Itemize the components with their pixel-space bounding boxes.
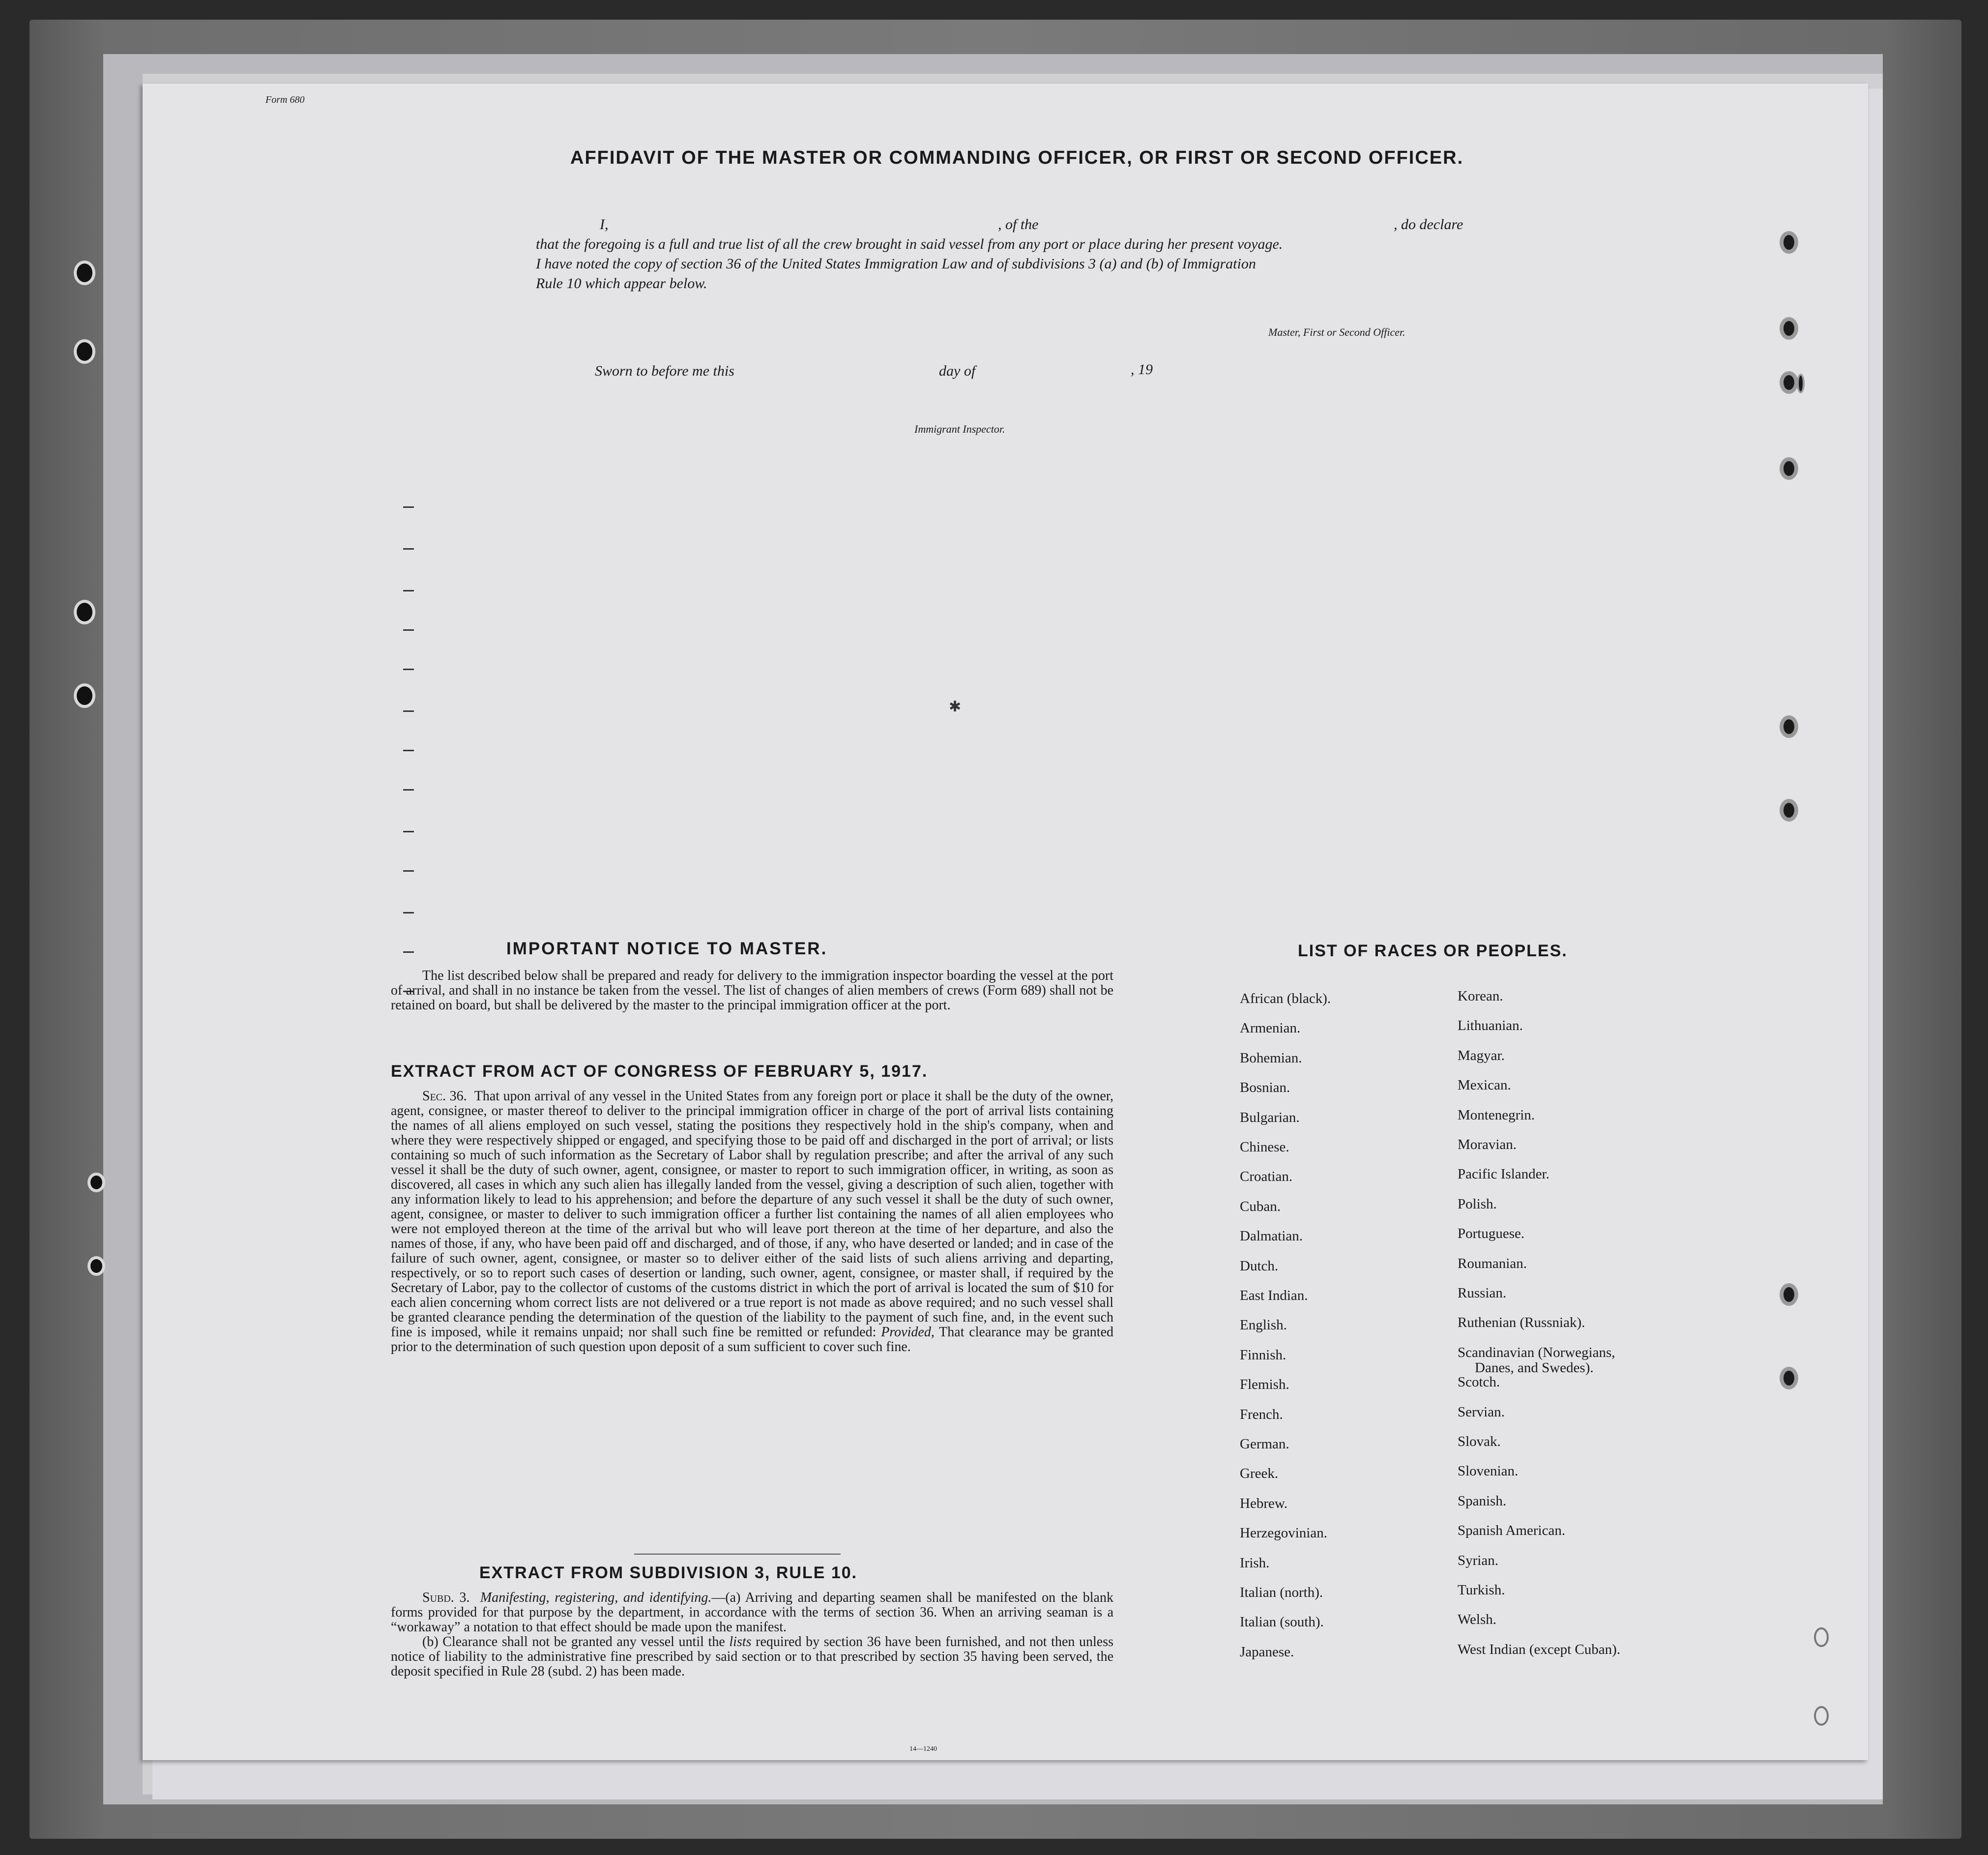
section-36-text: That upon arrival of any vessel in the United States from any foreign port or place it shall be the duty of the owner, agent, consignee, or master thereof to deliver to the principal immigration officer in charge of the port of arrival lists containing the names of all aliens employed on such vessel, stating the positions they respectively hold in the ship's company, when and where they were respectively shipped or engaged, and specifying those to be paid off and discharged in the port of arrival; or lists containing so much of such information as the Secretary of Labor shall by regulation prescribe; and after the arrival of any such vessel it shall be the duty of such owner, agent, consignee, or master to report to such immigration officer, in writing, as soon as discovered, all cases in which any such alien has illegally landed from the vessel, giving a description of such alien, together with any information likely to lead to his apprehension; and before the departure of any such vessel it shall be the duty of such owner, agent, consignee, or master to deliver to such immigration officer a further list containing the names of all alien employees who were not employed thereon at the time of the arrival but who will leave port thereon at the time of her departure, and also the names of those, if any, who have been paid off and discharged, and of those, if any, who have deserted or landed; and in case of the failure of such owner, agent, consignee, or master so to deliver either of the said lists of such aliens arriving and departing, respectively, or so to report such cases of desertion or landing, such owner, agent, consignee, or master shall, if required by the Secretary of Labor, pay to the collector of customs of the customs district in which the port of arrival is located the sum of $10 for each alien concerning whom correct lists are not delivered or a true report is not made as above required; and no such vessel shall be granted clearance pending the determination of the question of the liability to the payment of such fine, and, in the event such fine is imposed, while it remains unpaid; nor shall such fine be remitted or refunded: bbox=[391, 1089, 1113, 1340]
inspector-label: Immigrant Inspector. bbox=[914, 423, 1005, 435]
binder-hole bbox=[74, 683, 95, 708]
race-item: Moravian. bbox=[1458, 1137, 1517, 1152]
race-item: Armenian. bbox=[1240, 1020, 1301, 1036]
punch-hole bbox=[1780, 457, 1798, 480]
declaration-line-3: I have noted the copy of section 36 of the United States Immigration Law and of subdivisions 3 (a) and (b) of Immigration bbox=[536, 256, 1256, 272]
subdivision-a-text: —(a) Arriving and departing seamen shall be manifested on the blank forms provided for that purpose by the department, in accordance with the terms of section 36. When an arriving seaman is a “workaway” a notation to that effect should be made upon the manifest. bbox=[391, 1590, 1113, 1635]
race-item: Russian. bbox=[1458, 1285, 1507, 1301]
binder-hole bbox=[88, 1256, 105, 1276]
margin-dash bbox=[403, 710, 414, 712]
race-item: Scandinavian (Norwegians, bbox=[1458, 1344, 1615, 1360]
stray-mark: ✱ bbox=[949, 699, 962, 715]
race-item: Italian (south). bbox=[1240, 1614, 1324, 1630]
race-item: Welsh. bbox=[1458, 1612, 1497, 1628]
race-item: Flemish. bbox=[1240, 1377, 1289, 1393]
race-item: German. bbox=[1240, 1436, 1289, 1452]
day-of-text: day of bbox=[939, 363, 976, 379]
race-item: Greek. bbox=[1240, 1466, 1279, 1482]
race-item: Dutch. bbox=[1240, 1258, 1279, 1274]
race-item: Ruthenian (Russniak). bbox=[1458, 1315, 1585, 1331]
race-item: Spanish American. bbox=[1458, 1523, 1566, 1539]
race-item: Slovak. bbox=[1458, 1434, 1501, 1449]
notice-title: IMPORTANT NOTICE TO MASTER. bbox=[506, 939, 828, 958]
race-item: Japanese. bbox=[1240, 1644, 1294, 1660]
declaration-line-2: that the foregoing is a full and true list of all the crew brought in said vessel from any port or place during her present voyage. bbox=[536, 236, 1283, 252]
race-item: Mexican. bbox=[1458, 1077, 1511, 1093]
margin-dash bbox=[403, 912, 414, 913]
race-item: Bulgarian. bbox=[1240, 1109, 1300, 1125]
race-item: West Indian (except Cuban). bbox=[1458, 1641, 1621, 1657]
race-item: Spanish. bbox=[1458, 1493, 1507, 1509]
race-item: Servian. bbox=[1458, 1404, 1505, 1420]
print-code: 14—1240 bbox=[909, 1745, 937, 1753]
races-title: LIST OF RACES OR PEOPLES. bbox=[1298, 942, 1568, 960]
provided-word: Provided, bbox=[881, 1325, 935, 1340]
punch-hole bbox=[1780, 1283, 1798, 1306]
margin-dash bbox=[403, 669, 414, 670]
binder-hole bbox=[74, 600, 95, 624]
margin-dash bbox=[403, 870, 414, 872]
race-item: Irish. bbox=[1240, 1555, 1270, 1571]
race-item: Roumanian. bbox=[1458, 1255, 1527, 1271]
race-item: Italian (north). bbox=[1240, 1585, 1323, 1600]
race-item: Korean. bbox=[1458, 988, 1503, 1004]
margin-dash bbox=[403, 548, 414, 550]
margin-dash bbox=[403, 789, 414, 791]
race-item: Pacific Islander. bbox=[1458, 1166, 1549, 1182]
section-label: Sec. 36. bbox=[422, 1089, 467, 1104]
declaration-line-4: Rule 10 which appear below. bbox=[536, 275, 707, 292]
margin-dash bbox=[403, 831, 414, 832]
subdivision-heading: Manifesting, registering, and identifying. bbox=[480, 1590, 712, 1605]
race-item: Scotch. bbox=[1458, 1374, 1500, 1390]
race-item: Turkish. bbox=[1458, 1582, 1505, 1598]
margin-dash bbox=[403, 506, 414, 508]
race-item: Cuban. bbox=[1240, 1198, 1281, 1214]
declaration-i: I, bbox=[600, 216, 609, 233]
notice-paragraph: The list described below shall be prepared and ready for delivery to the immigration inspector boarding the vessel at the port of arrival, and shall in no instance be taken from the vessel. The list of changes of alien members of crews (Form 689) shall not be retained on board, but shall be delivered by the master to the principal immigration officer at the port. bbox=[391, 968, 1113, 1013]
punch-hole bbox=[1780, 371, 1798, 394]
form-number: Form 680 bbox=[265, 94, 305, 105]
rule-extract-title: EXTRACT FROM SUBDIVISION 3, RULE 10. bbox=[479, 1563, 858, 1582]
binder-hole bbox=[88, 1173, 105, 1192]
race-item: Magyar. bbox=[1458, 1047, 1505, 1063]
subdivision-b-text: required by section 36 have been furnished, and not then unless notice of liability to the administrative fine prescribed by said section or to that prescribed by section 35 having been served, the deposit specified in Rule 28 (subd. 2) has been made. bbox=[391, 1634, 1114, 1679]
margin-dash bbox=[403, 629, 414, 631]
race-item: Croatian. bbox=[1240, 1169, 1293, 1185]
subdivision-b-start: (b) Clearance shall not be granted any vessel until the bbox=[422, 1634, 725, 1649]
race-item: Dalmatian. bbox=[1240, 1228, 1303, 1244]
affidavit-title: AFFIDAVIT OF THE MASTER OR COMMANDING OFFICER, OR FIRST OR SECOND OFFICER. bbox=[570, 147, 1464, 168]
race-item: Danes, and Swedes). bbox=[1475, 1359, 1594, 1376]
margin-dash bbox=[403, 750, 414, 751]
subdivision-label: Subd. 3. bbox=[422, 1590, 470, 1605]
binder-hole bbox=[74, 261, 95, 285]
binder-hole bbox=[74, 339, 95, 364]
race-item: Polish. bbox=[1458, 1196, 1497, 1212]
race-item: Lithuanian. bbox=[1458, 1018, 1523, 1034]
race-item: Finnish. bbox=[1240, 1347, 1286, 1363]
margin-dash bbox=[403, 590, 414, 591]
section-36-end: That clearance may be granted prior to the determination of such question upon deposit of a sum sufficient to cover such fine. bbox=[391, 1325, 1114, 1354]
race-item: Portuguese. bbox=[1458, 1226, 1525, 1242]
race-item: East Indian. bbox=[1240, 1288, 1308, 1303]
punch-hole bbox=[1780, 317, 1798, 340]
punch-hole bbox=[1814, 1706, 1829, 1726]
signature-label: Master, First or Second Officer. bbox=[1268, 326, 1405, 338]
declaration-of-the: , of the bbox=[998, 216, 1039, 233]
declaration-do-declare: , do declare bbox=[1394, 216, 1463, 233]
race-item: Chinese. bbox=[1240, 1139, 1289, 1155]
section-divider bbox=[634, 1554, 841, 1555]
margin-dash bbox=[403, 951, 414, 953]
year-text: , 19 bbox=[1131, 361, 1153, 378]
punch-hole bbox=[1780, 1367, 1798, 1389]
race-item: Syrian. bbox=[1458, 1552, 1498, 1568]
act-extract-text bbox=[391, 1089, 1113, 1354]
punch-hole bbox=[1780, 715, 1798, 738]
race-item: English. bbox=[1240, 1317, 1287, 1333]
punch-hole bbox=[1780, 231, 1798, 254]
punch-hole bbox=[1814, 1627, 1829, 1647]
race-item: Slovenian. bbox=[1458, 1463, 1519, 1479]
notice-text bbox=[391, 969, 1113, 1013]
punch-hole bbox=[1780, 799, 1798, 822]
rule-extract-text bbox=[391, 1590, 1113, 1679]
race-item: African (black). bbox=[1240, 991, 1331, 1006]
sworn-text: Sworn to before me this bbox=[595, 363, 734, 379]
race-item: Bohemian. bbox=[1240, 1050, 1302, 1066]
punch-hole bbox=[1797, 374, 1805, 393]
manifest-page bbox=[143, 84, 1868, 1760]
race-item: Herzegovinian. bbox=[1240, 1525, 1327, 1541]
race-item: Montenegrin. bbox=[1458, 1107, 1535, 1123]
act-extract-title: EXTRACT FROM ACT OF CONGRESS OF FEBRUARY 5, 1917. bbox=[391, 1062, 928, 1081]
race-item: Bosnian. bbox=[1240, 1080, 1290, 1096]
race-item: French. bbox=[1240, 1406, 1283, 1422]
race-item: Hebrew. bbox=[1240, 1495, 1288, 1511]
lists-word: lists bbox=[729, 1634, 752, 1649]
